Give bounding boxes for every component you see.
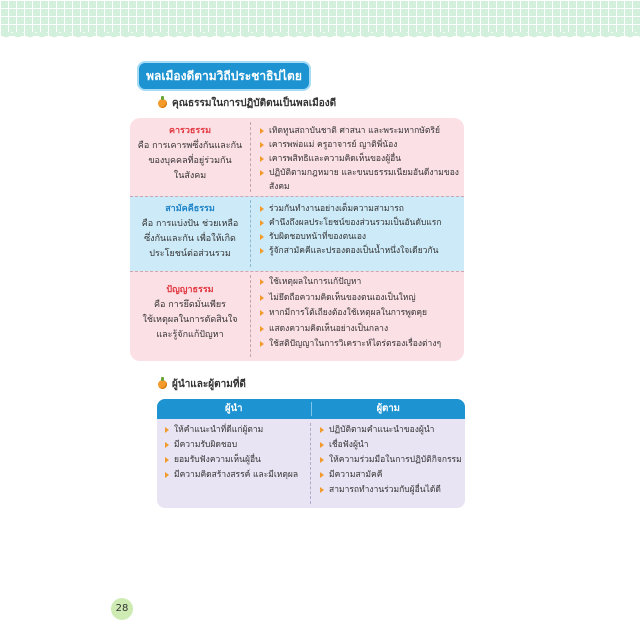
- triangle-bullet-icon: [260, 128, 264, 134]
- virtue-desc-line: ในสังคม: [173, 171, 207, 181]
- list-item-text: มีความสามัคคี: [329, 470, 383, 480]
- virtues-table: [130, 118, 464, 361]
- triangle-bullet-icon: [260, 326, 264, 332]
- list-item-text: ยอมรับฟังความเห็นผู้อื่น: [174, 455, 261, 465]
- virtue-name: คารวธรรม: [168, 126, 212, 136]
- table-body: [157, 419, 465, 508]
- virtue-row: [130, 118, 464, 196]
- virtue-desc-line: ใช้เหตุผลในการตัดสินใจ: [142, 315, 238, 325]
- triangle-bullet-icon: [260, 142, 264, 148]
- list-item-text: ไม่ยึดถือความคิดเห็นของตนเองเป็นใหญ่: [269, 292, 416, 303]
- list-item: [260, 202, 464, 216]
- triangle-bullet-icon: [320, 442, 324, 448]
- list-item-text: หากมีการโต้เถียงต้องใช้เหตุผลในการพูดคุย: [269, 308, 428, 318]
- triangle-bullet-icon: [260, 341, 264, 347]
- list-item-text: ให้คำแนะนำที่ดีแก่ผู้ตาม: [174, 425, 264, 435]
- list-item-text: รู้จักสามัคคีและปรองดองเป็นน้ำหนึ่งใจเดียวกัน: [269, 246, 439, 256]
- list-item-text: ปฏิบัติตามกฎหมาย และขนบธรรมเนียมอันดีงามของสังคม: [269, 168, 459, 192]
- virtue-points: [252, 118, 464, 196]
- list-item-text: คำนึงถึงผลประโยชน์ของส่วนรวมเป็นอันดับแรก: [269, 218, 442, 228]
- list-item: [320, 438, 465, 453]
- list-item-text: เชื่อฟังผู้นำ: [329, 440, 369, 450]
- virtue-desc-line: คือ การเคารพซึ่งกันและกัน: [137, 141, 243, 151]
- list-item: [320, 468, 465, 483]
- list-item: [165, 453, 310, 468]
- triangle-bullet-icon: [165, 442, 169, 448]
- virtue-row: [130, 196, 464, 271]
- list-item: [260, 291, 464, 307]
- triangle-bullet-icon: [165, 427, 169, 433]
- list-item: [260, 124, 464, 138]
- list-item: [260, 152, 464, 166]
- triangle-bullet-icon: [260, 295, 264, 301]
- list-item: [260, 306, 464, 322]
- table-header: [157, 399, 465, 419]
- list-item: [320, 483, 465, 498]
- list-item-text: รับผิดชอบหน้าที่ของตนเอง: [269, 232, 367, 242]
- virtue-title-cell: [130, 271, 250, 361]
- virtue-points: [252, 196, 464, 271]
- list-item: [260, 337, 464, 353]
- list-item-text: เทิดทูนสถาบันชาติ ศาสนา และพระมหากษัตริย์: [269, 126, 440, 136]
- triangle-bullet-icon: [260, 310, 264, 316]
- triangle-bullet-icon: [260, 279, 264, 285]
- list-item: [320, 453, 465, 468]
- list-item: [260, 138, 464, 152]
- triangle-bullet-icon: [165, 457, 169, 463]
- list-item-text: สามารถทำงานร่วมกับผู้อื่นได้ดี: [329, 485, 441, 495]
- orange-fruit-icon: [158, 380, 167, 389]
- virtue-row: [130, 271, 464, 361]
- list-item-text: เคารพพ่อแม่ ครูอาจารย์ ญาติพี่น้อง: [269, 140, 398, 150]
- triangle-bullet-icon: [260, 156, 264, 162]
- list-item-text: เคารพสิทธิและความคิดเห็นของผู้อื่น: [269, 154, 402, 164]
- triangle-bullet-icon: [260, 234, 264, 240]
- list-item-text: ใช้สติปัญญาในการวิเคราะห์ไตร่ตรองเรื่องต่างๆ: [269, 339, 442, 349]
- triangle-bullet-icon: [260, 248, 264, 254]
- list-item: [165, 423, 310, 438]
- triangle-bullet-icon: [260, 170, 264, 176]
- row-divider: [130, 196, 464, 197]
- page-number: 28: [111, 598, 133, 620]
- leader-column: [157, 419, 310, 508]
- triangle-bullet-icon: [320, 427, 324, 433]
- list-item: [165, 438, 310, 453]
- section-heading-text: ผู้นำและผู้ตามที่ดี: [172, 379, 246, 390]
- list-item: [260, 322, 464, 338]
- virtue-title-cell: [130, 118, 250, 196]
- list-item: [260, 166, 464, 194]
- column-header-follower: ผู้ตาม: [376, 403, 400, 414]
- virtue-name: สามัคคีธรรม: [165, 204, 215, 214]
- virtue-desc-line: และรู้จักแก้ปัญหา: [156, 330, 224, 340]
- triangle-bullet-icon: [165, 472, 169, 478]
- virtue-name: ปัญญาธรรม: [166, 285, 214, 295]
- column-header-leader: ผู้นำ: [225, 403, 243, 414]
- triangle-bullet-icon: [320, 472, 324, 478]
- list-item: [260, 244, 464, 258]
- virtue-points: [252, 271, 464, 361]
- virtue-desc-line: ซึ่งกันและกัน เพื่อให้เกิด: [144, 234, 236, 244]
- leaders-followers-table: [157, 399, 465, 508]
- virtue-desc-line: คือ การยึดมั่นเพียร: [154, 300, 226, 310]
- list-item-text: ให้ความร่วมมือในการปฏิบัติกิจกรรม: [329, 455, 462, 465]
- list-item-text: มีความรับผิดชอบ: [174, 440, 238, 450]
- virtue-desc-line: ของบุคคลที่อยู่ร่วมกัน: [148, 156, 232, 166]
- virtue-desc-line: คือ การแบ่งปัน ช่วยเหลือ: [141, 219, 239, 229]
- list-item: [165, 468, 310, 483]
- section-heading-leaders: [158, 377, 246, 392]
- page-title: พลเมืองดีตามวิถีประชาธิปไตย: [137, 61, 311, 91]
- triangle-bullet-icon: [260, 206, 264, 212]
- top-grid-strip: [0, 0, 640, 36]
- list-item: [260, 230, 464, 244]
- list-item-text: ร่วมกันทำงานอย่างเต็มความสามารถ: [269, 204, 404, 214]
- row-divider: [130, 271, 464, 272]
- follower-column: [312, 419, 465, 508]
- orange-fruit-icon: [158, 99, 167, 108]
- list-item-text: มีความคิดสร้างสรรค์ และมีเหตุผล: [174, 470, 299, 480]
- list-item: [260, 216, 464, 230]
- triangle-bullet-icon: [320, 487, 324, 493]
- virtue-title-cell: [130, 196, 250, 271]
- list-item: [320, 423, 465, 438]
- section-heading-text: คุณธรรมในการปฏิบัติตนเป็นพลเมืองดี: [172, 98, 337, 109]
- triangle-bullet-icon: [320, 457, 324, 463]
- scalloped-edge: [0, 32, 640, 42]
- virtue-desc-line: ประโยชน์ต่อส่วนรวม: [149, 249, 231, 259]
- list-item-text: ปฏิบัติตามคำแนะนำของผู้นำ: [329, 425, 435, 435]
- list-item: [260, 275, 464, 291]
- list-item-text: ใช้เหตุผลในการแก้ปัญหา: [269, 277, 362, 287]
- section-heading-virtues: [158, 96, 336, 111]
- list-item-text: แสดงความคิดเห็นอย่างเป็นกลาง: [269, 323, 389, 334]
- triangle-bullet-icon: [260, 220, 264, 226]
